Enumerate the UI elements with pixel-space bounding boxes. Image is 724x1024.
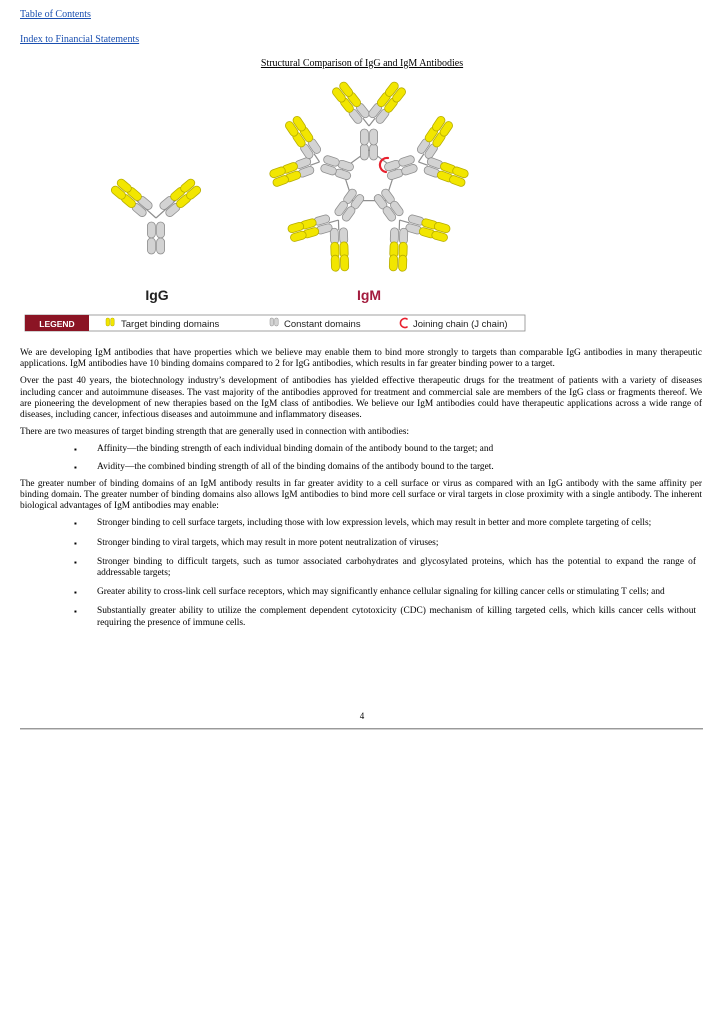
advantages-list (20, 518, 702, 628)
bullet-icon: ▪ (74, 588, 77, 598)
igg-label: IgG (145, 287, 169, 303)
legend (25, 315, 525, 331)
igm-label: IgM (356, 287, 382, 303)
bullet-icon: ▪ (74, 519, 77, 529)
page-divider (20, 728, 703, 729)
bullet-icon: ▪ (74, 557, 77, 567)
hinge-line (363, 118, 369, 126)
igg-antibody-diagram (110, 177, 203, 254)
bullet-icon: ▪ (74, 462, 77, 472)
paragraph-avidity: The greater number of binding domains of an IgM antibody results in far greater avidity to a cell surface or virus as compared with an IgG antibody with the same affinity per binding domain. The greater number of binding domains also allows IgM antibodies to bind more cell surface or viral targets in close proximity with a single antibody. The inherent biological advantages of IgM antibodies may enable: (20, 478, 702, 512)
hinge-line (400, 220, 410, 223)
list-item: ▪ Avidity—the combined binding strength of all of the binding domains of the antibody bound to the target. (74, 461, 494, 472)
paragraph-igm-development: We are developing IgM antibodies that have properties which we believe may enable them to bind more strongly to targets than comparable IgG antibodies in many therapeutic applications. IgM antibodies have 10 binding domains compared to 2 for IgG antibodies, which results in far greater binding power to a target. (20, 348, 702, 370)
antibody-figure (20, 72, 704, 337)
constant-domain (360, 144, 377, 160)
index-to-financial-statements-link[interactable]: Index to Financial Statements (20, 34, 140, 45)
list-item: ▪ Substantially greater ability to utilize the complement dependent cytotoxicity (CDC) mechanism of killing targeted cells, which kills cancer cells without requiring the presence of immune cells. (74, 606, 696, 628)
table-of-contents-link[interactable]: Table of Contents (20, 9, 91, 20)
igm-antibody-diagram (269, 81, 470, 272)
hinge-line (310, 162, 319, 165)
legend-binding-label: Target binding domains (121, 319, 220, 330)
paragraph-binding-measures: There are two measures of target binding strength that are generally used in connection with antibodies: (20, 427, 410, 438)
legend-constant-label: Constant domains (284, 319, 361, 330)
constant-domain (147, 238, 164, 254)
list-item: ▪ Stronger binding to difficult targets, such as tumor associated carbohydrates and glycosylated proteins, which has the potential to expand the range of addressable targets; (74, 556, 696, 579)
binding-measures-list (20, 444, 702, 472)
list-item: ▪ Greater ability to cross-link cell surface receptors, which may significantly enhance cellular signaling for killing cancer cells or stimulating T cells; and (74, 587, 665, 598)
hinge-line (418, 162, 427, 165)
paragraph-industry-history: Over the past 40 years, the biotechnology industry’s development of antibodies has yielded effective therapeutic drugs for the treatment of patients with a variety of diseases including cancer and autoimmune diseases. The vast majority of the antibodies approved for treatment and commercial sale are members of the IgG class or fragments thereof. We are pioneering the development of new therapies based on the IgM class of antibodies. We believe our IgM antibodies could have therapeutic applications across a wide range of diseases, including cancer, infectious diseases and autoimmune and inflammatory diseases. (20, 376, 702, 421)
binding-domain (331, 255, 349, 272)
hinge-line (314, 154, 320, 162)
hinge-line (418, 154, 424, 162)
legend-jchain-label: Joining chain (J chain) (413, 319, 508, 330)
legend-title: LEGEND (39, 319, 75, 329)
bullet-icon: ▪ (74, 607, 77, 617)
hinge-line (369, 118, 375, 126)
list-item: ▪ Affinity—the binding strength of each individual binding domain of the antibody bound to the target; and (74, 444, 494, 455)
hinge-line (329, 220, 339, 223)
bullet-icon: ▪ (74, 445, 77, 455)
binding-domain (389, 255, 407, 272)
constant-domain (147, 222, 164, 238)
constant-domain (360, 129, 377, 145)
body-text (20, 348, 702, 637)
figure-title: Structural Comparison of IgG and IgM Antibodies (260, 58, 464, 69)
bullet-icon: ▪ (74, 538, 77, 548)
page-number: 4 (359, 711, 365, 721)
list-item: ▪ Stronger binding to viral targets, which may result in more potent neutralization of viruses; (74, 537, 439, 548)
list-item: ▪ Stronger binding to cell surface targets, including those with low expression levels, which may result in better and more complete targeting of cells; (74, 518, 652, 529)
